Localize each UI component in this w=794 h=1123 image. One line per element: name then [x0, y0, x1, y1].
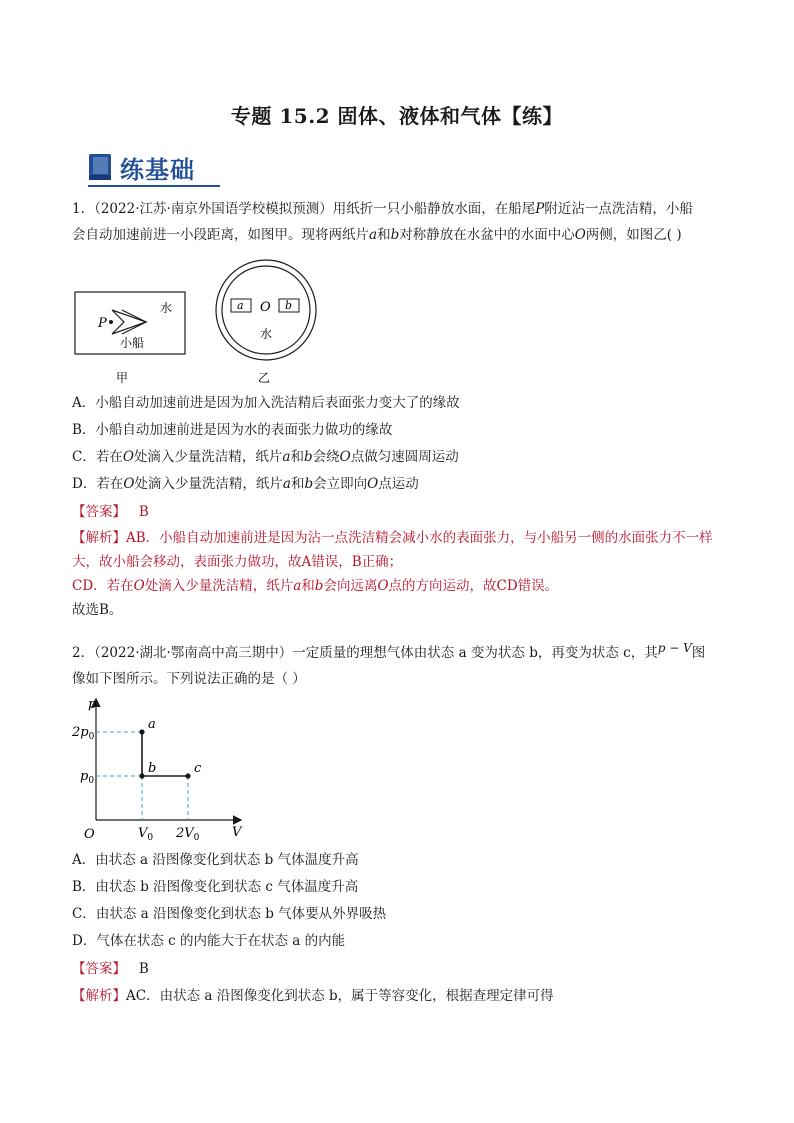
y-axis-label: p [88, 697, 97, 712]
q1-stem-e: 两侧，如图乙( ) [585, 227, 682, 243]
point-p-dot [109, 320, 113, 324]
q2-exp-1: AC．由状态 a 沿图像变化到状态 b，属于等容变化，根据查理定律可得 [126, 988, 554, 1004]
q1-exp-and: 和 [301, 578, 315, 594]
boat-outline [122, 310, 146, 334]
q1-figure-yi [212, 258, 322, 388]
q1-exp-2-mid1: 处滴入少量洗洁精，纸片 [144, 578, 294, 594]
q1-exp-3: 故选B。 [72, 602, 123, 618]
q1-exp-a: a [293, 578, 302, 594]
q1-c-b: b [303, 449, 313, 465]
q1-c-post: 点做匀速圆周运动 [350, 449, 459, 465]
q1-answer-value: B [138, 504, 149, 520]
yi-label-b: b [285, 299, 293, 312]
q1-option-b: B．小船自动加速前进是因为水的表面张力做功的缘故 [72, 422, 393, 438]
origin-label: O [84, 827, 95, 842]
x-axis-label: V [232, 825, 242, 840]
yi-label-o: O [260, 300, 271, 315]
yi-label-a: a [237, 299, 244, 312]
q1-and: 和 [377, 227, 391, 243]
q1-exp-2-post: 点的方向运动，故CD错误。 [388, 578, 559, 594]
q1-stem-a: 用纸折一只小船静放水面，在船尾 [332, 201, 536, 217]
q1-explanation [72, 526, 724, 622]
q1-d-a: a [282, 476, 291, 492]
q2-exp-label: 【解析】 [72, 988, 126, 1004]
y-tick-2p0-sub: 0 [88, 732, 95, 742]
q2-stem-b: 图 [691, 645, 706, 661]
q2-number: 2． [72, 645, 95, 661]
state-point-b [139, 773, 144, 778]
q1-exp-o: O [133, 578, 145, 594]
state-point-c [185, 773, 190, 778]
jia-label-water: 水 [160, 301, 173, 315]
state-point-a [139, 729, 144, 734]
q1-number: 1． [72, 201, 95, 217]
section-label: 练基础 [120, 155, 195, 184]
yi-label-water: 水 [260, 327, 273, 341]
page-title: 专题 15.2 固体、液体和气体【练】 [230, 104, 564, 128]
q1-stem-d: 对称静放在水盆中的水面中心 [399, 227, 575, 243]
x-tick-v0 [138, 826, 153, 843]
q2-explanation [72, 984, 724, 1008]
q2-stem [72, 640, 724, 692]
x-tick-2v0-sub: 0 [193, 833, 200, 843]
section-heading [88, 150, 195, 184]
jia-caption: 甲 [116, 371, 129, 385]
q1-var-p: P [535, 201, 545, 217]
q1-option-a: A．小船自动加速前进是因为加入洗洁精后表面张力变大了的缘故 [72, 395, 460, 411]
q2-option-d: D．气体在状态 c 的内能大于在状态 a 的内能 [72, 933, 346, 949]
q1-answer [72, 502, 149, 522]
y-tick-2p0-main: 2p [72, 725, 89, 740]
state-points [139, 717, 202, 779]
jia-label-p: P [98, 316, 107, 331]
state-label-c: c [194, 761, 202, 776]
q2-option-b: B．由状态 b 沿图像变化到状态 c 气体温度升高 [72, 879, 359, 895]
q2-answer [72, 959, 149, 979]
q2-pv-graph [72, 694, 252, 846]
x-tick-v0-sub: 0 [147, 833, 154, 843]
q1-var-o: O [574, 227, 586, 243]
q1-d-mid1: 处滴入少量洗洁精，纸片 [134, 476, 283, 492]
q1-exp-label: 【解析】 [72, 530, 126, 546]
q1-c-and: 和 [290, 449, 304, 465]
state-label-b: b [148, 761, 157, 776]
q1-exp-2-mid2: 会向远离 [323, 578, 378, 594]
q2-option-c: C．由状态 a 沿图像变化到状态 b 气体要从外界吸热 [72, 906, 387, 922]
q2-stem-c: 像如下图所示。下列说法正确的是（ ） [72, 671, 306, 687]
q1-d-post: 点运动 [378, 476, 419, 492]
q1-c-a: a [282, 449, 291, 465]
state-label-a: a [148, 717, 156, 732]
y-tick-p0-sub: 0 [88, 776, 95, 786]
jia-label-boat: 小船 [120, 336, 145, 350]
q1-stem-b: 附近沾一点洗洁精，小船 [544, 201, 693, 217]
q1-d-o2: O [367, 476, 379, 492]
q1-d-mid2: 会立即向 [313, 476, 368, 492]
q1-c-mid2: 会绕 [312, 449, 340, 465]
x-tick-2v0-main: 2V [176, 826, 194, 841]
q1-c-o2: O [339, 449, 351, 465]
q1-answer-label: 【答案】 [72, 504, 126, 520]
q1-c-mid1: 处滴入少量洗洁精，纸片 [133, 449, 283, 465]
q1-d-o: O [123, 476, 135, 492]
q2-answer-label: 【答案】 [72, 961, 126, 977]
x-tick-2v0 [175, 826, 200, 843]
q1-d-pre: D．若在 [72, 476, 124, 492]
q2-pv: p − V [657, 641, 692, 655]
q2-stem-a: 一定质量的理想气体由状态 a 变为状态 b，再变为状态 c，其 [292, 645, 658, 661]
q1-exp-1: AB．小船自动加速前进是因为沾一点洗洁精会减小水的表面张力，与小船另一侧的水面张力不一样大，故小船会移动，表面张力做功，故A错误，B正确； [72, 530, 713, 570]
yi-caption: 乙 [258, 371, 271, 385]
q1-exp-o2: O [377, 578, 389, 594]
q1-option-d [72, 474, 732, 494]
q1-d-b: b [304, 476, 314, 492]
q1-stem-c: 会自动加速前进一小段距离，如图甲。现将两纸片 [72, 227, 369, 243]
q1-c-o: O [122, 449, 134, 465]
q1-c-pre: C．若在 [72, 449, 123, 465]
q1-d-and: 和 [290, 476, 305, 492]
y-tick-2p0 [72, 725, 95, 742]
q1-exp-2-pre: CD．若在 [72, 578, 134, 594]
q1-source: （2022·江苏·南京外国语学校模拟预测） [94, 201, 333, 217]
y-tick-p0 [80, 769, 94, 786]
x-tick-v0-main: V [138, 826, 148, 841]
q1-exp-b: b [314, 578, 324, 594]
q2-answer-value: B [138, 961, 149, 977]
y-tick-p0-main: p [80, 769, 89, 784]
q1-option-c [72, 447, 732, 467]
q1-var-b: b [390, 227, 400, 243]
q2-source: （2022·湖北·鄂南高中高三期中） [94, 645, 293, 661]
q1-var-a: a [369, 227, 378, 243]
section-underline [88, 185, 220, 187]
q1-stem [72, 196, 724, 248]
book-icon [88, 153, 112, 181]
q1-figure-jia [72, 290, 192, 390]
q2-option-a: A．由状态 a 沿图像变化到状态 b 气体温度升高 [72, 852, 359, 868]
